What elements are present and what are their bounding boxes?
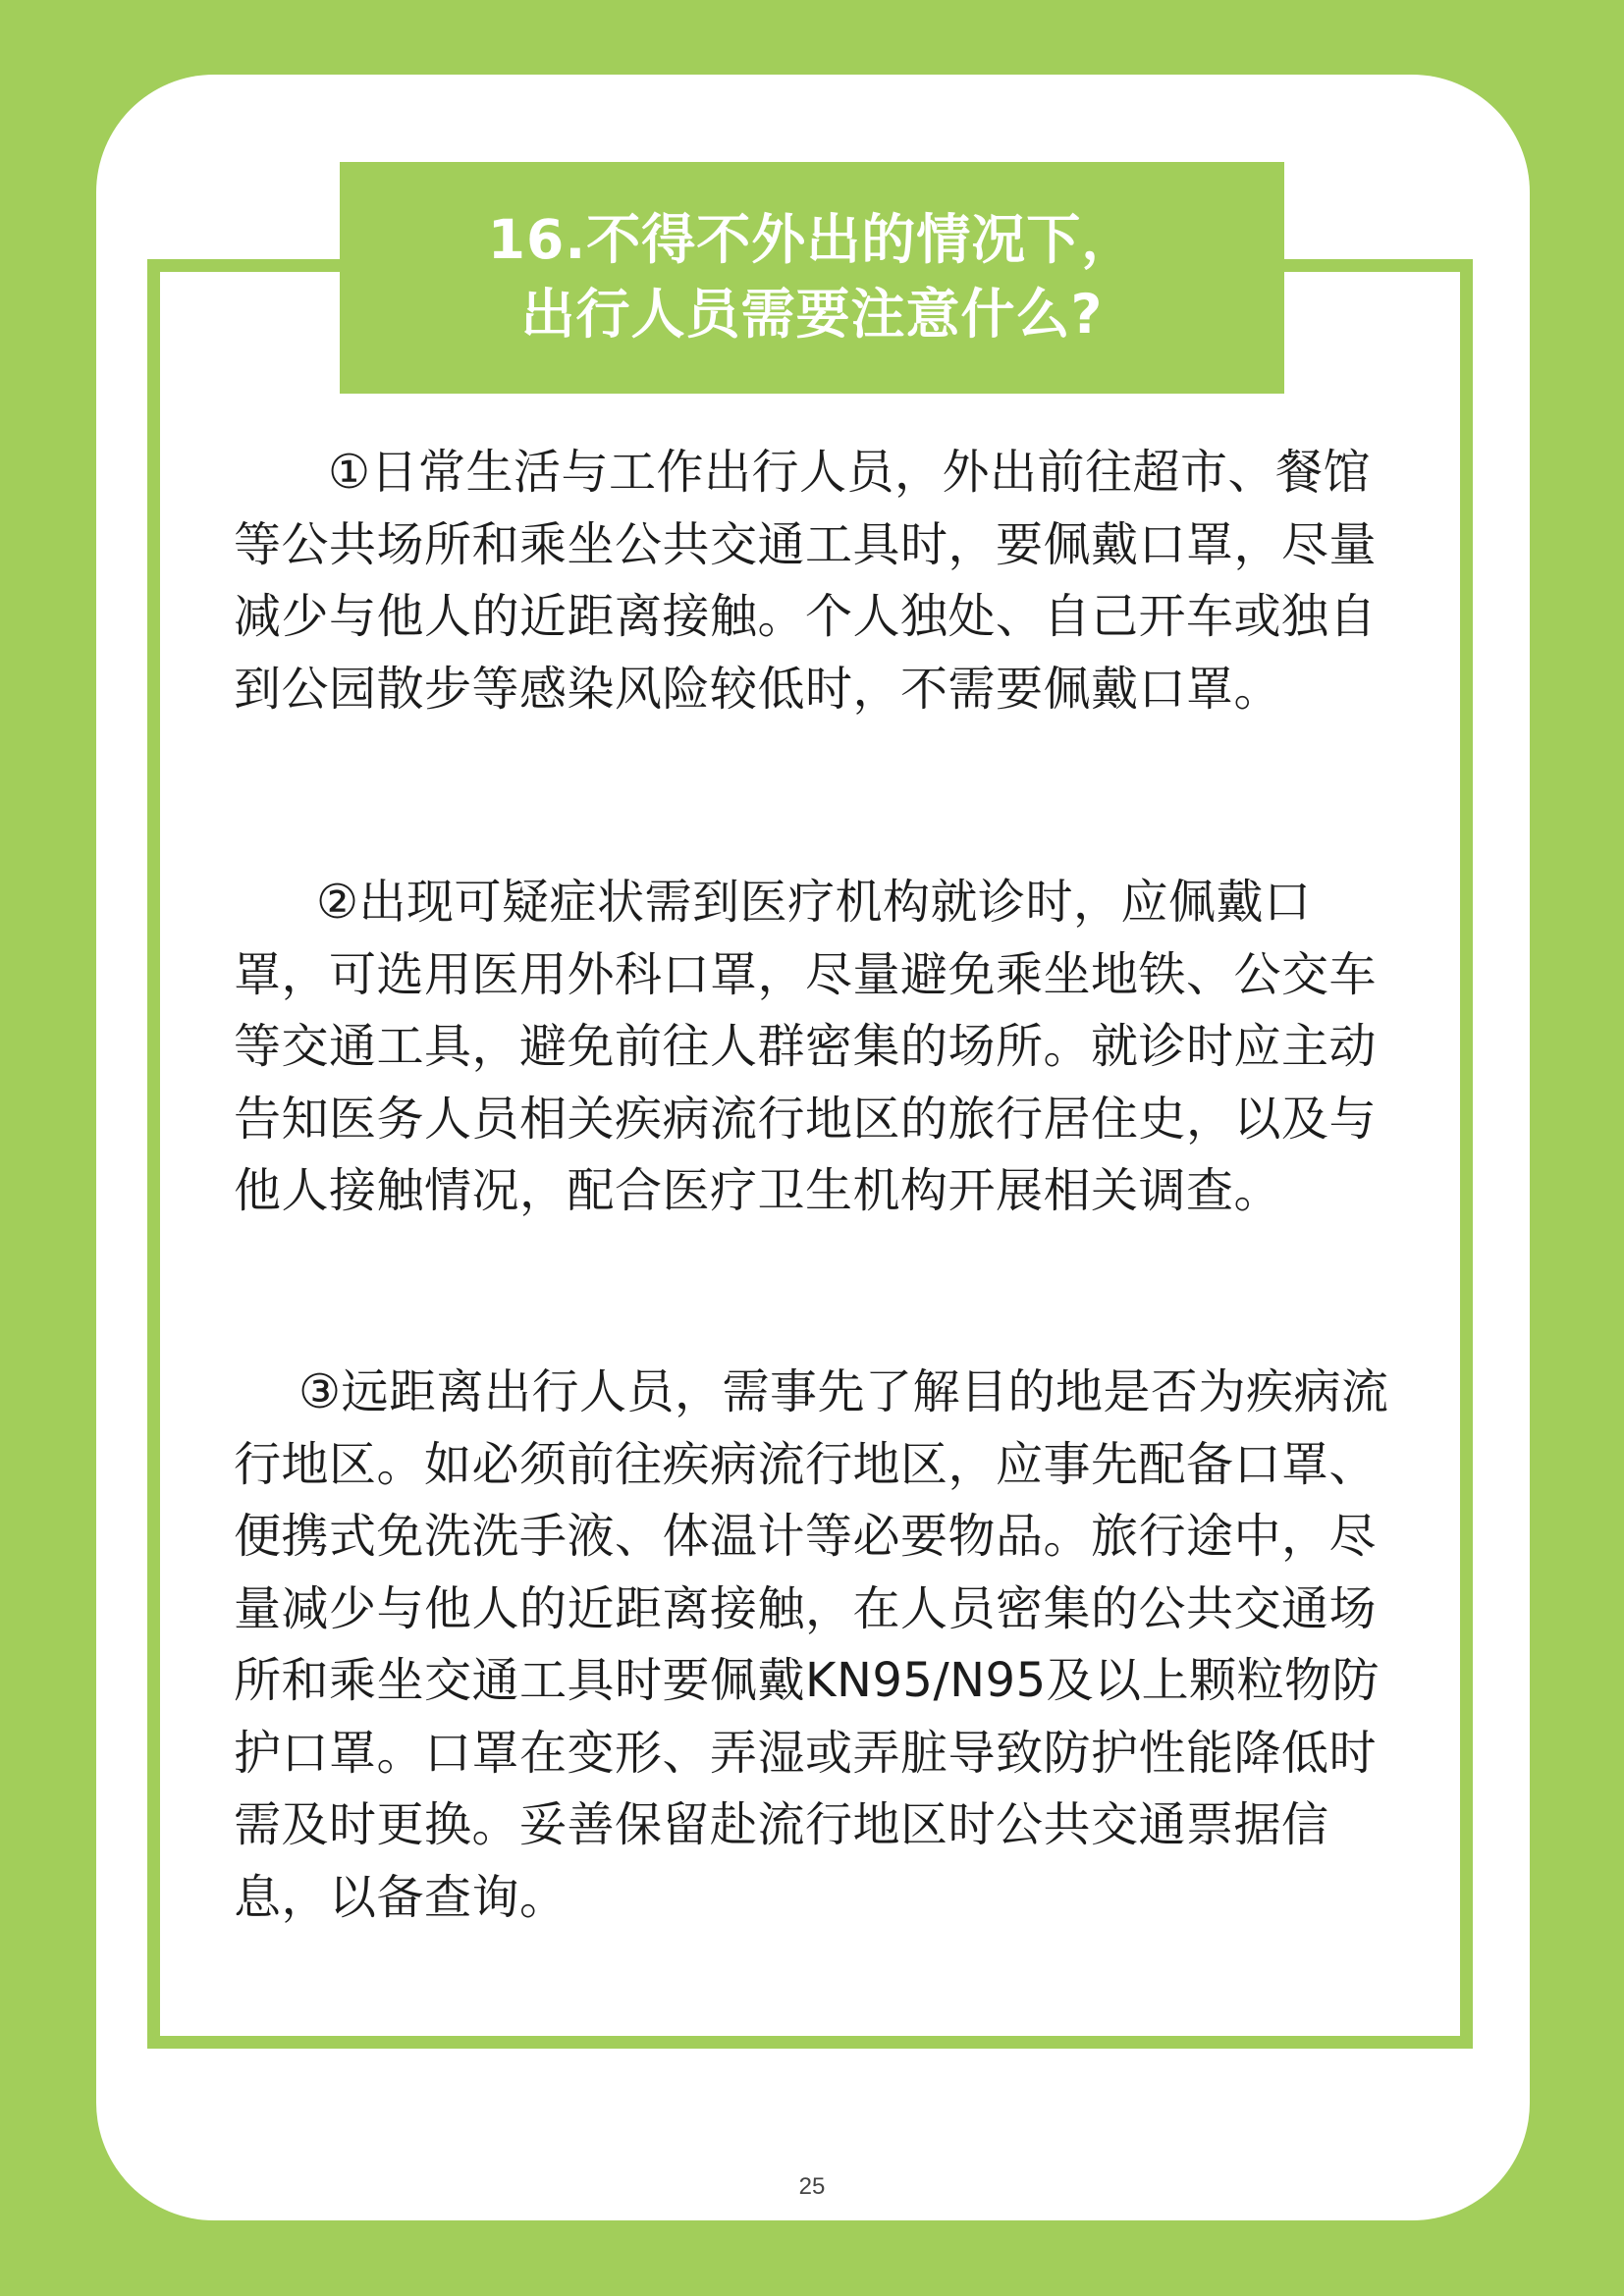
paragraph-2-text: 出现可疑症状需到医疗机构就诊时，应佩戴口罩，可选用医用外科口罩，尽量避免乘坐地铁、公交车等交通工具，避免前往人群密集的场所。就诊时应主动告知医务人员相关疾病流行地区的旅行居住史，以及与他人接触情况，配合医疗卫生机构开展相关调查。 bbox=[234, 875, 1378, 1218]
page-number: 25 bbox=[798, 2173, 826, 2200]
paragraph-3 bbox=[234, 1357, 1402, 1934]
title-banner bbox=[340, 162, 1284, 394]
paragraph-1 bbox=[234, 437, 1402, 725]
paragraph-1-marker: ① bbox=[328, 445, 371, 500]
title-line-2: 出行人员需要注意什么? bbox=[520, 283, 1104, 346]
paragraph-3-marker: ③ bbox=[298, 1364, 342, 1419]
paragraph-2 bbox=[234, 867, 1402, 1228]
paragraph-3-text: 远距离出行人员，需事先了解目的地是否为疾病流行地区。如必须前往疾病流行地区，应事先配备口罩、便携式免洗洗手液、体温计等必要物品。旅行途中，尽量减少与他人的近距离接触，在人员密集的公共交通场所和乘坐交通工具时要佩戴KN95/N95及以上颗粒物防护口罩。口罩在变形、弄湿或弄脏导致防护性能降低时需及时更换。妥善保留赴流行地区时公共交通票据信息，以备查询。 bbox=[234, 1364, 1389, 1925]
paragraph-2-marker: ② bbox=[316, 875, 359, 930]
title-line-1: 16.不得不外出的情况下， bbox=[487, 208, 1137, 271]
paragraph-1-text: 日常生活与工作出行人员，外出前往超市、餐馆等公共场所和乘坐公共交通工具时，要佩戴口罩，尽量减少与他人的近距离接触。个人独处、自己开车或独自到公园散步等感染风险较低时，不需要佩戴口罩。 bbox=[234, 445, 1378, 717]
